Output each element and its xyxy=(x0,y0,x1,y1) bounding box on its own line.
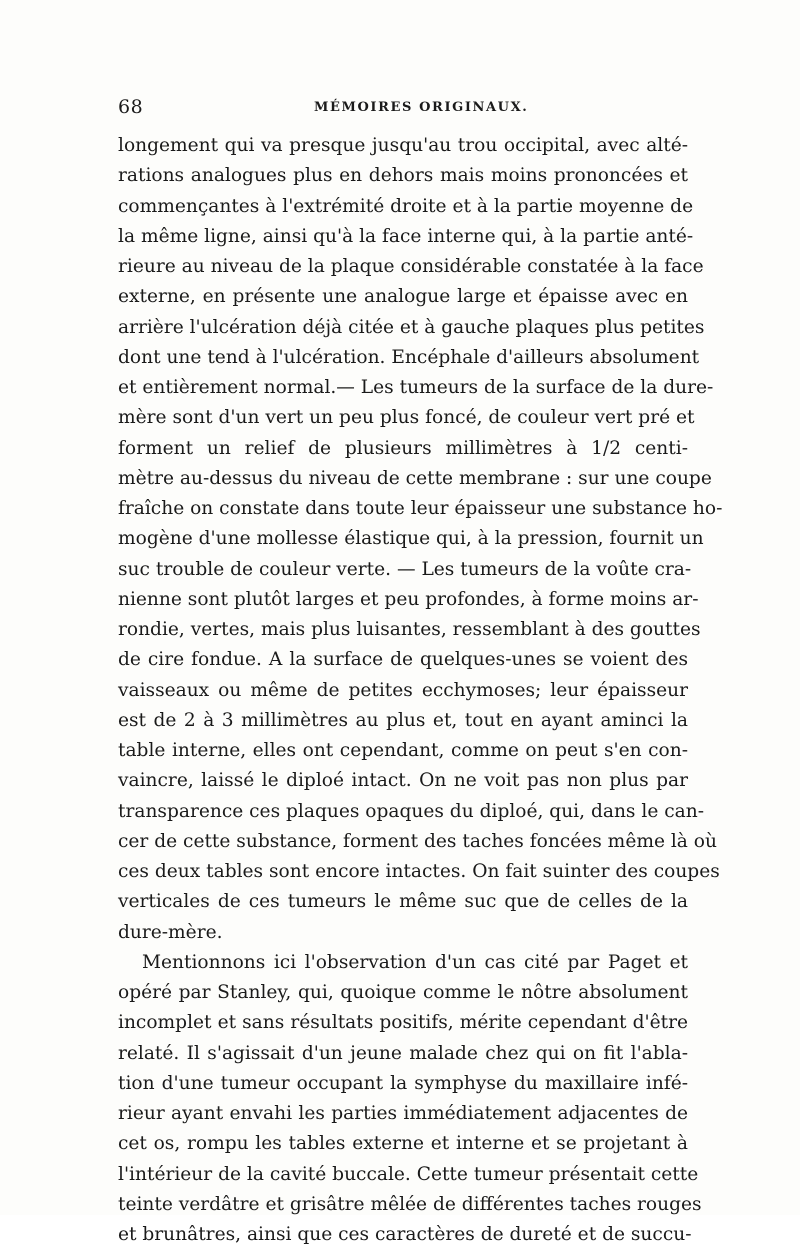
text-line: de cire fondue. A la surface de quelques-unes se voient des xyxy=(118,649,688,671)
body-text xyxy=(118,131,723,1250)
paragraph-2 xyxy=(118,948,702,1250)
text-line: vaisseaux ou même de petites ecchymoses; leur épaisseur xyxy=(118,679,688,701)
text-line: longement qui va presque jusqu'au trou occipital, avec alté- xyxy=(118,135,688,156)
text-line: incomplet et sans résultats positifs, mérite cependant d'être xyxy=(118,1012,688,1034)
text-line: et brunâtres, ainsi que ces caractères de dureté et de succu- xyxy=(118,1224,692,1245)
text-line: vaincre, laissé le diploé intact. On ne voit pas non plus par xyxy=(118,770,688,792)
text-line: cet os, rompu les tables externe et interne et se projetant à xyxy=(118,1133,688,1155)
text-line: et entièrement normal.— Les tumeurs de la surface de la dure- xyxy=(118,377,714,398)
text-line: verticales de ces tumeurs le même suc que de celles de la xyxy=(118,891,688,913)
text-line: tion d'une tumeur occupant la symphyse du maxillaire infé- xyxy=(118,1072,688,1094)
text-line: Mentionnons ici l'observation d'un cas cité par Paget et xyxy=(142,951,688,973)
text-line: transparence ces plaques opaques du diploé, qui, dans le can- xyxy=(118,800,704,822)
text-line: suc trouble de couleur verte. — Les tumeurs de la voûte cra- xyxy=(118,558,692,580)
paragraph-1 xyxy=(118,131,723,948)
text-line: rations analogues plus en dehors mais moins prononcées et xyxy=(118,165,688,187)
text-line: teinte verdâtre et grisâtre mêlée de différentes taches rouges xyxy=(118,1193,702,1215)
text-line: opéré par Stanley, qui, quoique comme le nôtre absolument xyxy=(118,982,688,1003)
text-line: relaté. Il s'agissait d'un jeune malade chez qui on fit l'abla- xyxy=(118,1042,688,1064)
text-line: rondie, vertes, mais plus luisantes, ressemblant à des gouttes xyxy=(118,619,701,640)
page-header xyxy=(118,96,688,122)
text-line: mogène d'une mollesse élastique qui, à la pression, fournit un xyxy=(118,528,704,550)
text-line: forment un relief de plusieurs millimètres à 1/2 centi- xyxy=(118,437,688,459)
text-line: fraîche on constate dans toute leur épaisseur une substance ho- xyxy=(118,498,723,519)
text-line: table interne, elles ont cependant, comme on peut s'en con- xyxy=(118,740,688,761)
text-line: la même ligne, ainsi qu'à la face interne qui, à la partie anté- xyxy=(118,225,694,247)
running-title: MÉMOIRES ORIGINAUX. xyxy=(314,100,529,115)
text-line: l'intérieur de la cavité buccale. Cette tumeur présentait cette xyxy=(118,1163,699,1185)
text-line: commençantes à l'extrémité droite et à la partie moyenne de xyxy=(118,195,694,217)
text-line: nienne sont plutôt larges et peu profondes, à forme moins ar- xyxy=(118,588,699,610)
text-line: cer de cette substance, forment des taches foncées même là où xyxy=(118,830,717,852)
page-number: 68 xyxy=(118,96,144,118)
text-line: rieure au niveau de la plaque considérable constatée à la face xyxy=(118,256,704,277)
text-line: mètre au-dessus du niveau de cette membrane : sur une coupe xyxy=(118,467,712,489)
text-line: rieur ayant envahi les parties immédiatement adjacentes de xyxy=(118,1103,688,1124)
text-line: dure-mère. xyxy=(118,921,223,943)
text-line: mère sont d'un vert un peu plus foncé, de couleur vert pré et xyxy=(118,407,695,429)
text-line: dont une tend à l'ulcération. Encéphale d'ailleurs absolument xyxy=(118,346,700,368)
text-line: est de 2 à 3 millimètres au plus et, tout en ayant aminci la xyxy=(118,709,688,731)
text-line: ces deux tables sont encore intactes. On fait suinter des coupes xyxy=(118,861,720,882)
text-line: arrière l'ulcération déjà citée et à gauche plaques plus petites xyxy=(118,316,705,338)
text-line: externe, en présente une analogue large et épaisse avec en xyxy=(118,286,688,308)
